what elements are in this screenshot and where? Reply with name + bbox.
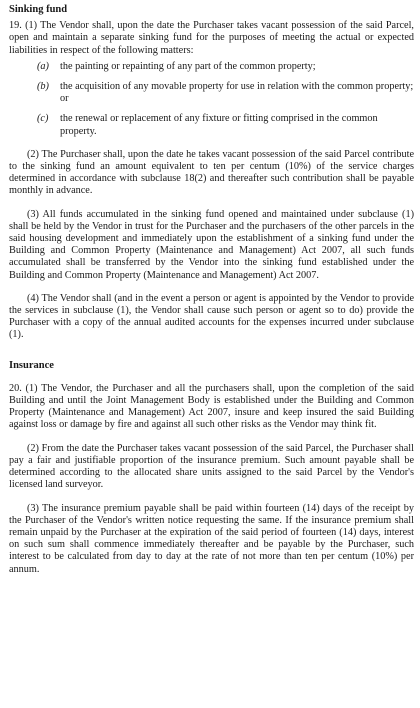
clause-19-1: 19. (1) The Vendor shall, upon the date the Purchaser takes vacant possession of the said Parcel, open and maintain a separate sinking fund for the purposes of meeting the actual or expected liabilities in respect of the following matters: <box>9 20 414 56</box>
section-insurance <box>9 360 414 576</box>
list-item <box>37 81 414 105</box>
list-item <box>37 113 414 137</box>
document-page <box>9 4 414 576</box>
section-heading: Insurance <box>9 359 54 371</box>
clause-20-2: (2) From the date the Purchaser takes vacant possession of the said Parcel, the Purchaser shall pay a fair and justifiable proportion of the insurance premium. Such amount payable shall be determined according to the allocated share units assigned to the said Parcel by the Vendor's licensed land surveyor. <box>9 442 414 491</box>
list-item-label: (c) <box>37 113 49 125</box>
clause-19-2: (2) The Purchaser shall, upon the date he takes vacant possession of the said Parcel contribute to the sinking fund an amount equivalent to ten per centum (10%) of the service charges determined in accordance with subclause 18(2) and thereafter such contribution shall be payable monthly in advance. <box>9 148 414 197</box>
section-heading: Sinking fund <box>9 4 68 15</box>
list-item <box>37 61 414 73</box>
clause-19-3: (3) All funds accumulated in the sinking fund opened and maintained under subclause (1) shall be held by the Vendor in trust for the Purchaser and the purchasers of the other parcels in the said housing development and immediately upon the establishment of a sinking fund under the Building and Common Property (Maintenance and Management) Act 2007, all such funds accumulated shall be transferred by the Vendor into the sinking fund established under the Building and Common Property (Maintenance and Management) Act 2007. <box>9 208 414 281</box>
list-item-text: the renewal or replacement of any fixture or fitting comprised in the common property. <box>60 113 378 137</box>
list-item-label: (b) <box>37 81 49 93</box>
clause-20-3: (3) The insurance premium payable shall be paid within fourteen (14) days of the receipt by the Purchaser of the Vendor's written notice requesting the same. If the insurance premium shall remain unpaid by the Purchaser at the expiration of the said period of fourteen (14) days, interest on such sum shall commence immediately thereafter and be payable by the Purchaser, such interest to be calculated from day to day at the rate of not more than ten per centum (10%) per annum. <box>9 502 414 575</box>
clause-20-1: 20. (1) The Vendor, the Purchaser and all the purchasers shall, upon the completion of the said Building and until the Joint Management Body is established under the Building and Common Property (Maintenance and Management) Act 2007, insure and keep insured the said Building against loss or damage by fire and against all such other risks as the Vendor may think fit. <box>9 382 414 431</box>
list-item-text: the painting or repainting of any part of the common property; <box>60 60 316 72</box>
clause-19-4: (4) The Vendor shall (and in the event a person or agent is appointed by the Vendor to provide the services in subclause (1), the Vendor shall cause such person or agent so to do) provide the Purchaser with a copy of the annual audited accounts for the expenses incurred under subclause (1). <box>9 292 414 341</box>
list-item-label: (a) <box>37 60 49 72</box>
section-sinking-fund <box>9 4 414 342</box>
matters-list <box>9 61 414 138</box>
list-item-text: the acquisition of any movable property for use in relation with the common property; or <box>60 81 414 105</box>
